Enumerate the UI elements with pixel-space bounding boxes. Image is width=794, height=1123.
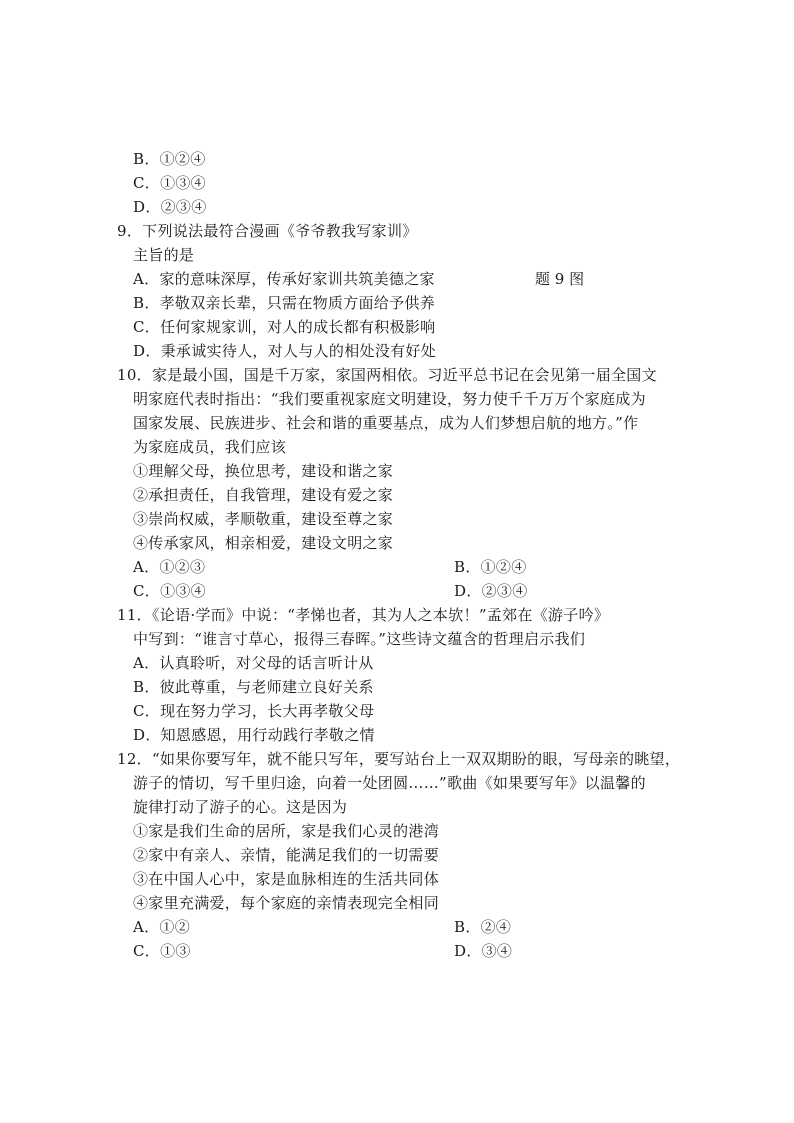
q9-option-d: D．秉承诚实待人，对人与人的相处没有好处 xyxy=(133,342,437,360)
q10-item-3: ③崇尚权威，孝顺敬重，建设至尊之家 xyxy=(133,510,394,528)
q11-option-b: B．彼此尊重，与老师建立良好关系 xyxy=(133,678,374,696)
q12-option-b: B．②④ xyxy=(454,918,512,936)
q10-option-a: A．①②③ xyxy=(133,558,206,576)
q9-stem-line-2: 主旨的是 xyxy=(133,246,195,264)
q11-option-d: D．知恩感恩，用行动践行孝敬之情 xyxy=(133,726,375,744)
q9-option-a: A．家的意味深厚，传承好家训共筑美德之家 xyxy=(133,270,435,288)
q12-item-2: ②家中有亲人、亲情，能满足我们的一切需要 xyxy=(133,846,440,864)
q10-stem-line-1: 10．家是最小国，国是千万家，家国两相依。习近平总书记在会见第一届全国文 xyxy=(117,366,657,384)
q12-option-d: D．③④ xyxy=(454,942,513,960)
q9-figure-caption: 题 9 图 xyxy=(535,270,585,288)
q10-option-c: C．①③④ xyxy=(133,582,206,600)
q12-item-4: ④家里充满爱，每个家庭的亲情表现完全相同 xyxy=(133,894,440,912)
q8-option-d: D．②③④ xyxy=(133,198,207,216)
q11-option-c: C．现在努力学习，长大再孝敬父母 xyxy=(133,702,375,720)
q10-option-b: B．①②④ xyxy=(454,558,527,576)
q11-stem-line-2: 中写到：“谁言寸草心，报得三春晖。”这些诗文蕴含的哲理启示我们 xyxy=(133,630,586,648)
q8-option-b: B．①②④ xyxy=(133,150,206,168)
q11-stem-line-1: 11．《论语·学而》中说：“孝悌也者，其为人之本欤！”孟郊在《游子吟》 xyxy=(117,606,610,624)
q10-stem-line-2: 明家庭代表时指出：“我们要重视家庭文明建设，努力使千千万万个家庭成为 xyxy=(133,390,646,408)
q10-item-4: ④传承家风，相亲相爱，建设文明之家 xyxy=(133,534,394,552)
q12-option-a: A．①② xyxy=(133,918,191,936)
q10-stem-line-3: 国家发展、民族进步、社会和谐的重要基点，成为人们梦想启航的地方。”作 xyxy=(133,414,639,432)
q10-item-2: ②承担责任，自我管理，建设有爱之家 xyxy=(133,486,394,504)
q12-item-1: ①家是我们生命的居所，家是我们心灵的港湾 xyxy=(133,822,440,840)
q12-item-3: ③在中国人心中，家是血脉相连的生活共同体 xyxy=(133,870,440,888)
q12-option-c: C．①③ xyxy=(133,942,191,960)
q11-option-a: A．认真聆听，对父母的话言听计从 xyxy=(133,654,374,672)
q12-stem-line-2: 游子的情切，写千里归途，向着一处团圆……”歌曲《如果要写年》以温馨的 xyxy=(133,774,646,792)
q9-option-b: B．孝敬双亲长辈，只需在物质方面给予供养 xyxy=(133,294,436,312)
q10-option-d: D．②③④ xyxy=(454,582,528,600)
q12-stem-line-3: 旋律打动了游子的心。这是因为 xyxy=(133,798,348,816)
q8-option-c: C．①③④ xyxy=(133,174,206,192)
q12-stem-line-1: 12．“如果你要写年，就不能只写年，要写站台上一双双期盼的眼，写母亲的眺望， xyxy=(117,750,681,768)
q10-stem-line-4: 为家庭成员，我们应该 xyxy=(133,438,287,456)
q9-option-c: C．任何家规家训，对人的成长都有积极影响 xyxy=(133,318,436,336)
q9-stem-line-1: 9．下列说法最符合漫画《爷爷教我写家训》 xyxy=(117,222,418,240)
q10-item-1: ①理解父母，换位思考，建设和谐之家 xyxy=(133,462,394,480)
